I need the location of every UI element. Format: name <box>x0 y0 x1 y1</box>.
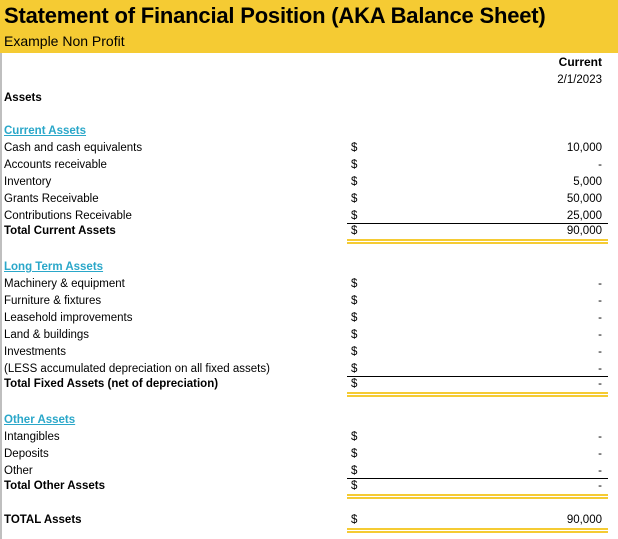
total-assets-value[interactable]: 90,000 <box>566 514 602 526</box>
row-value[interactable]: - <box>598 278 602 290</box>
total-assets-label[interactable]: TOTAL Assets <box>4 514 82 526</box>
page-title: Statement of Financial Position (AKA Balance Sheet) <box>4 3 546 28</box>
total-double-underline <box>347 242 608 244</box>
row-currency[interactable]: $ <box>351 465 358 477</box>
column-header-current: Current <box>558 55 602 69</box>
row-currency[interactable]: $ <box>351 142 358 154</box>
total-current-assets-currency[interactable]: $ <box>351 225 358 237</box>
grand-total-double-underline <box>347 531 608 533</box>
total-other-assets-label[interactable]: Total Other Assets <box>4 480 105 492</box>
total-assets-currency[interactable]: $ <box>351 514 358 526</box>
row-currency[interactable]: $ <box>351 210 358 222</box>
row-currency[interactable]: $ <box>351 312 358 324</box>
organization-name: Example Non Profit <box>4 33 125 49</box>
total-double-underline <box>347 497 608 499</box>
row-label[interactable]: Cash and cash equivalents <box>4 142 143 154</box>
total-fixed-assets-value[interactable]: - <box>598 378 602 390</box>
row-currency[interactable]: $ <box>351 176 358 188</box>
row-currency[interactable]: $ <box>351 278 358 290</box>
row-label[interactable]: Other <box>4 465 33 477</box>
total-current-assets-label[interactable]: Total Current Assets <box>4 225 116 237</box>
row-label[interactable]: Furniture & fixtures <box>4 295 102 307</box>
row-value[interactable]: 10,000 <box>566 142 602 154</box>
left-border <box>0 53 2 539</box>
row-currency[interactable]: $ <box>351 431 358 443</box>
row-label[interactable]: Inventory <box>4 176 52 188</box>
row-value[interactable]: - <box>598 329 602 341</box>
total-other-assets-currency[interactable]: $ <box>351 480 358 492</box>
current-assets-heading[interactable]: Current Assets <box>4 125 87 137</box>
row-value[interactable]: - <box>598 346 602 358</box>
row-currency[interactable]: $ <box>351 295 358 307</box>
column-header-date: 2/1/2023 <box>557 74 602 86</box>
row-value[interactable]: 50,000 <box>566 193 602 205</box>
row-label[interactable]: Leasehold improvements <box>4 312 133 324</box>
row-label[interactable]: Machinery & equipment <box>4 278 125 290</box>
grand-total-underline <box>347 528 608 530</box>
row-value[interactable]: - <box>598 295 602 307</box>
row-currency[interactable]: $ <box>351 159 358 171</box>
total-current-assets-value[interactable]: 90,000 <box>566 225 602 237</box>
row-label[interactable]: Investments <box>4 346 66 358</box>
subtotal-rule <box>347 478 608 479</box>
total-fixed-assets-currency[interactable]: $ <box>351 378 358 390</box>
subtotal-rule <box>347 376 608 377</box>
row-currency[interactable]: $ <box>351 363 358 375</box>
total-other-assets-value[interactable]: - <box>598 480 602 492</box>
row-value[interactable]: - <box>598 448 602 460</box>
row-label[interactable]: (LESS accumulated depreciation on all fixed assets) <box>4 363 270 375</box>
other-assets-heading[interactable]: Other Assets <box>4 414 76 426</box>
row-label[interactable]: Contributions Receivable <box>4 210 132 222</box>
assets-label: Assets <box>4 92 42 104</box>
total-fixed-assets-label[interactable]: Total Fixed Assets (net of depreciation) <box>4 378 219 390</box>
row-currency[interactable]: $ <box>351 346 358 358</box>
row-value[interactable]: 5,000 <box>573 176 602 188</box>
total-underline <box>347 392 608 394</box>
row-label[interactable]: Grants Receivable <box>4 193 99 205</box>
row-currency[interactable]: $ <box>351 448 358 460</box>
row-value[interactable]: - <box>598 363 602 375</box>
row-currency[interactable]: $ <box>351 193 358 205</box>
row-value[interactable]: - <box>598 465 602 477</box>
row-label[interactable]: Deposits <box>4 448 49 460</box>
row-label[interactable]: Intangibles <box>4 431 60 443</box>
total-underline <box>347 494 608 496</box>
row-value[interactable]: - <box>598 159 602 171</box>
row-label[interactable]: Accounts receivable <box>4 159 107 171</box>
row-value[interactable]: - <box>598 431 602 443</box>
total-underline <box>347 239 608 241</box>
row-value[interactable]: - <box>598 312 602 324</box>
total-double-underline <box>347 395 608 397</box>
long-term-assets-heading[interactable]: Long Term Assets <box>4 261 104 273</box>
row-value[interactable]: 25,000 <box>566 210 602 222</box>
row-currency[interactable]: $ <box>351 329 358 341</box>
row-label[interactable]: Land & buildings <box>4 329 90 341</box>
